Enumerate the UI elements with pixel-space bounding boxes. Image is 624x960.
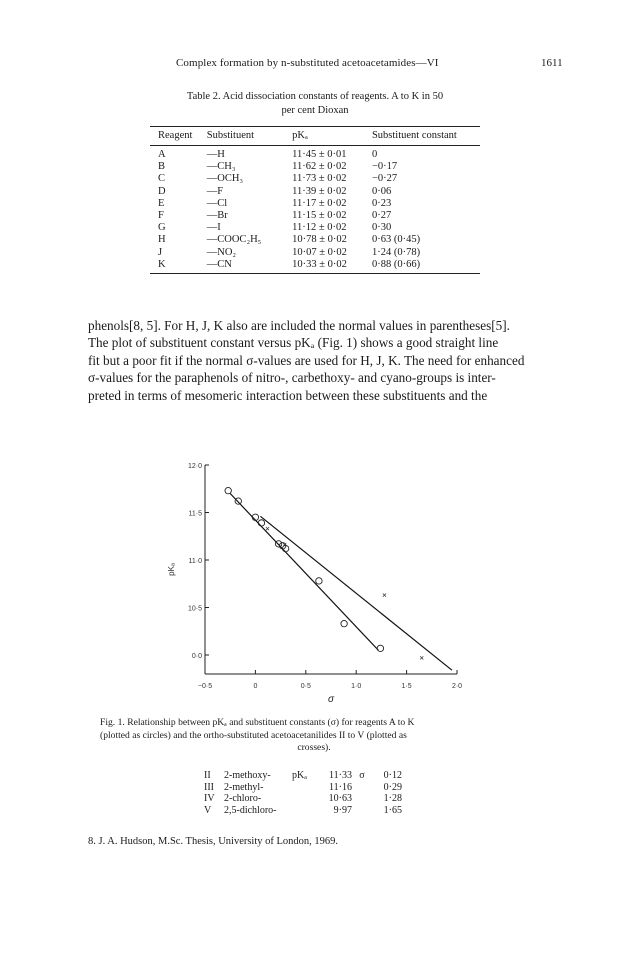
compound-sigma: 0·29 <box>383 781 402 793</box>
x-tick-label: 0 <box>253 683 258 690</box>
compound-sigma: 1·28 <box>383 793 402 805</box>
cell-constant: 0·88 (0·66) <box>372 259 480 274</box>
data-point-circle <box>377 645 383 651</box>
y-tick-label: 12·0 <box>187 463 202 470</box>
pka-symbol: pKₐ <box>292 770 307 781</box>
x-tick-label: 1·0 <box>351 683 362 690</box>
col-header-reagent: Reagent <box>150 127 207 146</box>
cell-pka: 10·33 ± 0·02 <box>292 259 372 274</box>
reference-entry: 8. J. A. Hudson, M.Sc. Thesis, University of London, 1969. <box>88 836 339 847</box>
cell-constant: 1·24 (0·78) <box>371 246 421 258</box>
acetoacetanilides-table <box>204 770 402 816</box>
cell-constant: −0·27 <box>371 173 398 185</box>
col-header-pka: pKₐ <box>292 127 372 146</box>
cell-constant: 0·63 (0·45) <box>371 234 421 246</box>
compound-pka: 11·33 <box>329 770 352 781</box>
col-header-substituent: Substituent <box>207 127 292 146</box>
data-point-cross <box>383 594 386 597</box>
cell-constant: 0·23 <box>371 197 392 209</box>
y-tick-label: 11·5 <box>188 510 202 518</box>
cell-constant: 0·06 <box>371 185 392 197</box>
cell-reagent: H <box>158 234 166 246</box>
col-header-substituent-constant: Substituent constant <box>372 127 480 146</box>
body-line-5: preted in terms of mesomeric interaction between these substituents and the <box>88 387 488 403</box>
cell-pka: 11·45 ± 0·01 <box>292 149 347 161</box>
list-item <box>204 782 402 794</box>
data-point-cross <box>266 527 269 530</box>
data-point-circle <box>235 498 241 504</box>
data-point-circle <box>341 620 347 626</box>
compound-name: 2-methoxy- <box>224 770 271 781</box>
figure-1-chart <box>160 455 480 717</box>
figure-caption-line-2: (plotted as circles) and the ortho-substituted acetoacetanilides II to V (plotted as <box>100 729 407 741</box>
cell-reagent: C <box>158 173 166 185</box>
compound-sigma: 0·12 <box>383 770 402 781</box>
data-point-circle <box>225 487 231 493</box>
data-point-cross <box>420 656 423 659</box>
sigma-symbol: σ <box>359 770 365 781</box>
fit-line <box>260 516 452 670</box>
compound-id: III <box>204 781 214 793</box>
cell-substituent: —I <box>206 222 221 234</box>
table-caption-line-2: per cent Dioxan <box>281 105 349 116</box>
cell-pka: 11·15 ± 0·02 <box>292 210 347 222</box>
cell-pka: 10·78 ± 0·02 <box>292 234 347 246</box>
pka-symbol <box>292 805 318 817</box>
compound-sigma: 1·65 <box>383 804 402 816</box>
table-row <box>150 186 480 198</box>
cell-pka: 11·73 ± 0·02 <box>292 173 347 185</box>
y-tick-label: 0·0 <box>191 653 202 660</box>
compound-id: II <box>204 770 211 781</box>
cell-constant: −0·17 <box>371 161 398 173</box>
list-item <box>204 770 402 782</box>
compound-id: V <box>204 804 212 816</box>
cell-pka: 11·62 ± 0·02 <box>292 161 347 173</box>
table-caption <box>150 90 480 118</box>
figure-caption-line-1: Fig. 1. Relationship between pKₐ and substituent constants (σ) for reagents A to K <box>100 717 415 728</box>
body-line-2: The plot of substituent constant versus pKₐ (Fig. 1) shows a good straight line <box>88 335 499 351</box>
data-point-circle <box>316 578 322 584</box>
cell-constant: 0 <box>371 149 378 161</box>
sigma-symbol <box>352 782 372 794</box>
table-row <box>150 259 480 274</box>
cell-constant: 0·30 <box>371 222 392 234</box>
compound-pka: 9·97 <box>333 804 352 816</box>
cell-pka: 11·39 ± 0·02 <box>292 185 347 197</box>
body-line-1: phenols[8, 5]. For H, J, K also are included the normal values in parentheses[5]. <box>88 318 510 333</box>
sigma-symbol <box>352 805 372 817</box>
sigma-symbol <box>352 793 372 805</box>
table-header-row <box>150 127 480 146</box>
y-tick-label: 11·0 <box>188 558 202 565</box>
x-tick-label: 1·5 <box>401 683 412 690</box>
x-tick-label: 2·0 <box>451 683 463 690</box>
cell-substituent: —Br <box>206 210 228 222</box>
table-row <box>150 234 480 246</box>
cell-substituent: —H <box>206 149 225 161</box>
table-row <box>150 247 480 259</box>
body-line-4: σ-values for the paraphenols of nitro-, carbethoxy- and cyano-groups is inter- <box>88 370 496 386</box>
cell-substituent: —Cl <box>206 197 228 209</box>
cell-substituent: —NO₂ <box>206 246 237 258</box>
compound-name: 2-chloro- <box>224 793 262 805</box>
cell-reagent: F <box>158 210 164 222</box>
x-axis-label: σ <box>327 694 335 705</box>
compound-name: 2-methyl- <box>224 781 264 793</box>
cell-pka: 10·07 ± 0·02 <box>292 246 347 258</box>
table-row <box>150 210 480 222</box>
cell-pka: 11·17 ± 0·02 <box>292 197 347 209</box>
cell-substituent: —OCH₃ <box>206 173 244 185</box>
page-number: 1611 <box>541 57 563 69</box>
cell-pka: 11·12 ± 0·02 <box>292 222 347 234</box>
body-line-3: fit but a poor fit if the normal σ-values are used for H, J, K. The need for enhanced <box>88 352 525 368</box>
cell-constant: 0·27 <box>371 210 392 222</box>
table-caption-line-1: Table 2. Acid dissociation constants of reagents. A to K in 50 <box>186 91 444 102</box>
cell-reagent: G <box>158 222 166 234</box>
list-item <box>204 805 402 817</box>
x-tick-label: −0·5 <box>197 683 213 690</box>
cell-reagent: E <box>158 197 165 209</box>
y-axis-label: pKₐ <box>167 563 176 576</box>
list-item <box>204 793 402 805</box>
cell-substituent: —COOC₂H₅ <box>206 234 262 246</box>
cell-reagent: A <box>158 149 166 161</box>
body-paragraph <box>88 317 556 404</box>
table-row <box>150 222 480 234</box>
compound-pka: 10·63 <box>328 793 352 805</box>
compound-id: IV <box>204 793 215 805</box>
figure-caption-line-3: crosses). <box>297 742 331 753</box>
cell-reagent: K <box>150 259 207 274</box>
table-row <box>150 198 480 210</box>
cell-substituent: —CN <box>207 259 292 274</box>
cell-reagent: D <box>158 185 166 197</box>
data-point-circle <box>258 520 264 526</box>
compound-pka: 11·16 <box>329 781 352 793</box>
figure-caption <box>100 717 528 755</box>
cell-substituent: —CH₃ <box>206 161 236 173</box>
compound-name: 2,5-dichloro- <box>224 804 277 816</box>
cell-reagent: B <box>158 161 166 173</box>
y-tick-label: 10·5 <box>187 605 202 613</box>
pka-symbol <box>292 793 318 805</box>
pka-symbol <box>292 782 318 794</box>
table-row <box>150 146 480 162</box>
table-row <box>150 173 480 185</box>
running-title: Complex formation by n-substituted acetoacetamides—VI <box>176 57 439 69</box>
table-row <box>150 161 480 173</box>
dissociation-table <box>150 126 480 274</box>
cell-reagent: J <box>158 246 163 258</box>
cell-substituent: —F <box>206 185 224 197</box>
x-tick-label: 0·5 <box>300 683 311 690</box>
